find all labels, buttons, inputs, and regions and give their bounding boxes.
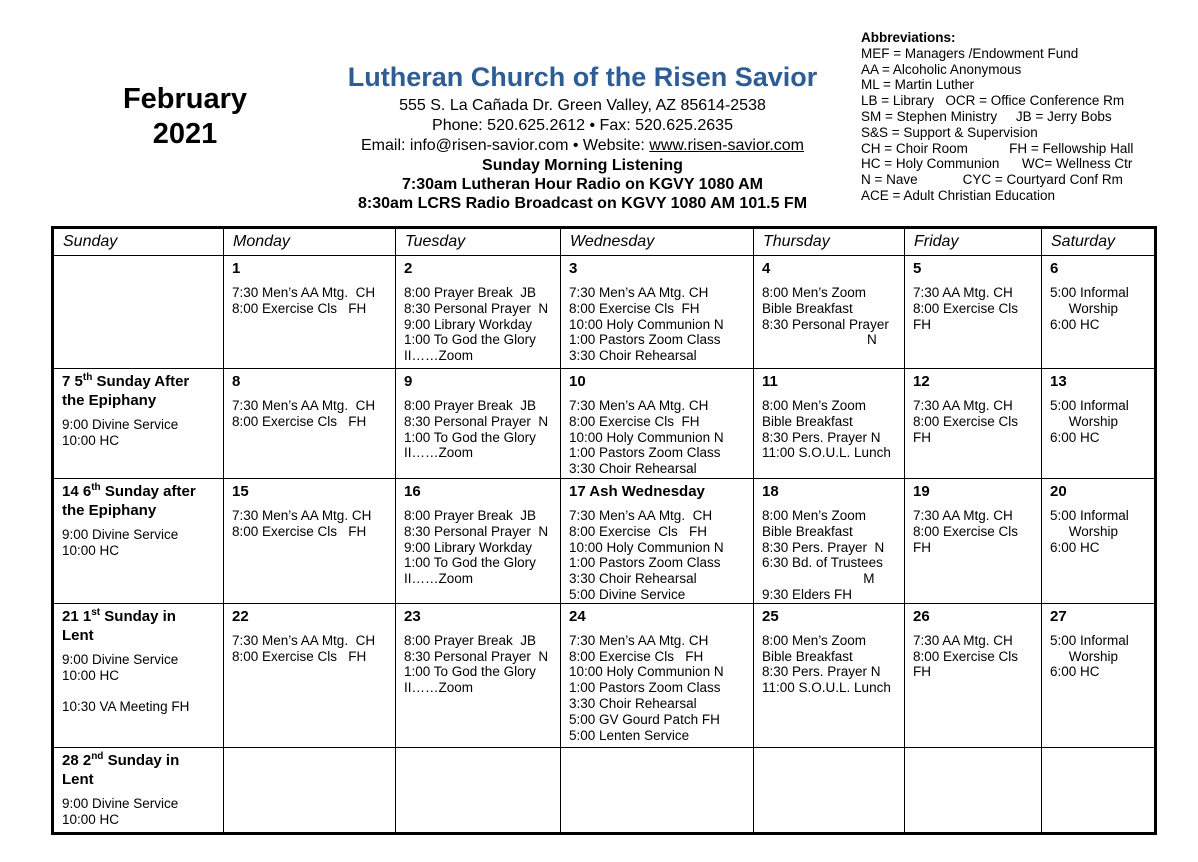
calendar-day-cell (905, 747, 1042, 833)
event-item: Worship (1050, 523, 1119, 539)
calendar-day-cell[interactable] (754, 369, 905, 479)
event-item: 1:00 Pastors Zoom Class (569, 555, 721, 571)
calendar-day-cell[interactable] (561, 256, 754, 369)
event-item: 8:00 Exercise Cls (913, 413, 1019, 429)
event-item: II……Zoom (404, 445, 474, 461)
calendar-grid (51, 226, 1157, 835)
event-item: 10:00 HC (62, 432, 120, 448)
church-name: Lutheran Church of the Risen Savior (347, 62, 818, 92)
event-item: 7:30 AA Mtg. CH (913, 285, 1013, 300)
month-title (80, 82, 290, 152)
calendar-day-cell (754, 747, 905, 833)
weekday-header: Wednesday (561, 228, 754, 256)
day-number: 9 (404, 373, 413, 390)
day-number: 1 (232, 260, 241, 277)
calendar-day-cell[interactable] (561, 369, 754, 479)
event-item: 8:00 Exercise Cls FH (232, 413, 367, 429)
calendar-week-row (53, 479, 1156, 604)
event-item: 9:00 Library Workday (404, 539, 533, 555)
weekday-header: Monday (224, 228, 396, 256)
event-item: Bible Breakfast (762, 413, 853, 429)
calendar-day-cell[interactable] (1042, 256, 1156, 369)
event-item: 7:30 Men’s AA Mtg. CH (232, 508, 372, 523)
abbreviation-line: AA = Alcoholic Anonymous (861, 61, 1022, 77)
event-item: 1:00 Pastors Zoom Class (569, 445, 721, 461)
day-number: 14 (62, 483, 79, 500)
website-link[interactable]: www.risen-savior.com (649, 137, 804, 154)
ordinal-suffix: nd (91, 750, 104, 762)
event-item: Bible Breakfast (762, 300, 853, 316)
event-item: FH (913, 429, 931, 445)
day-number: 23 (404, 607, 421, 625)
day-number: 20 (1050, 483, 1067, 500)
event-item: 8:00 Prayer Break JB (404, 632, 537, 648)
sunday-title-text: Sunday in (100, 607, 176, 625)
event-item: 7:30 AA Mtg. CH (913, 632, 1013, 648)
weekday-header: Tuesday (396, 228, 561, 256)
calendar-week-row (53, 369, 1156, 479)
calendar-day-cell[interactable] (561, 479, 754, 604)
event-item: 8:00 Exercise Cls FH (569, 300, 700, 316)
event-item: 8:00 Prayer Break JB (404, 285, 537, 300)
listening-title: Sunday Morning Listening (482, 157, 683, 174)
day-number: 17 Ash Wednesday (569, 483, 705, 500)
event-item: 1:00 Pastors Zoom Class (569, 680, 721, 696)
day-number: 7 (62, 373, 71, 390)
event-item: 8:00 Men’s Zoom (762, 508, 867, 523)
event-item: 8:00 Exercise Cls (913, 300, 1019, 316)
ordinal-number: 1 (82, 607, 92, 625)
calendar-day-cell[interactable] (53, 369, 224, 479)
event-item: Worship (1050, 413, 1119, 429)
event-item: 9:00 Divine Service (62, 417, 179, 432)
weekday-header: Friday (905, 228, 1042, 256)
abbreviation-line: HC = Holy Communion WC= Wellness Ctr (861, 156, 1133, 172)
calendar-day-cell[interactable] (561, 603, 754, 747)
day-number: 21 (62, 607, 79, 625)
day-number: 19 (913, 483, 930, 500)
church-contact (310, 136, 855, 156)
calendar-day-cell[interactable] (754, 479, 905, 604)
calendar-day-cell[interactable] (905, 479, 1042, 604)
event-item: 9:00 Divine Service (62, 651, 179, 667)
event-item: FH (913, 316, 931, 332)
event-item: 5:00 Lenten Service (569, 727, 690, 743)
radio-line-2: 8:30am LCRS Radio Broadcast on KGVY 1080 AM 101.5 FM (357, 195, 808, 212)
calendar-day-cell[interactable] (905, 603, 1042, 747)
church-email: Email: info@risen-savior.com • Website: (360, 137, 650, 154)
event-item: II……Zoom (404, 571, 474, 587)
event-item: 7:30 Men’s AA Mtg. CH (569, 285, 709, 300)
day-number: 18 (762, 483, 779, 500)
event-item: 3:30 Choir Rehearsal (569, 571, 697, 587)
event-item: 8:00 Prayer Break JB (404, 398, 537, 413)
ordinal-number: 2 (82, 751, 92, 769)
abbreviation-line: SM = Stephen Ministry JB = Jerry Bobs (861, 108, 1112, 124)
event-item: 5:00 Divine Service (569, 586, 686, 602)
day-number: 13 (1050, 373, 1067, 390)
calendar-day-cell[interactable] (396, 256, 561, 369)
event-item: 7:30 Men’s AA Mtg. CH (569, 398, 709, 413)
event-item: 8:30 Personal Prayer N (404, 300, 549, 316)
day-number: 26 (913, 607, 930, 625)
event-item: 5:00 Informal (1050, 285, 1129, 300)
day-number: 2 (404, 260, 413, 277)
event-item: 1:00 To God the Glory (404, 332, 536, 348)
abbreviations-list (861, 46, 1133, 204)
event-item: 11:00 S.O.U.L. Lunch (762, 445, 891, 461)
event-item: 10:00 Holy Communion N (569, 316, 724, 332)
abbreviation-line: MEF = Managers /Endowment Fund (861, 45, 1079, 61)
event-item: 6:30 Bd. of Trustees (762, 555, 883, 571)
ordinal-number: 5 (74, 373, 83, 390)
event-item: Bible Breakfast (762, 648, 853, 664)
day-number: 4 (762, 260, 771, 277)
church-address: 555 S. La Cañada Dr. Green Valley, AZ 85614-2538 (399, 97, 766, 114)
event-item: 8:30 Personal Prayer N (404, 648, 549, 664)
abbreviations-legend (861, 30, 1133, 204)
event-item: II……Zoom (404, 348, 474, 364)
day-number: 24 (569, 607, 586, 625)
abbreviation-line: ML = Martin Luther (861, 77, 975, 93)
event-item: II……Zoom (404, 680, 474, 696)
abbreviation-line: CH = Choir Room FH = Fellowship Hall (861, 140, 1134, 156)
event-item: 7:30 Men’s AA Mtg. CH (232, 285, 376, 300)
abbreviation-line: N = Nave CYC = Courtyard Conf Rm (861, 172, 1123, 188)
event-item: 8:00 Exercise Cls (913, 523, 1019, 539)
event-item: Worship (1050, 648, 1119, 664)
sunday-title (62, 482, 223, 520)
sunday-title-text: Lent (62, 770, 94, 788)
event-item: 6:00 HC (1050, 664, 1100, 680)
event-item: 7:30 AA Mtg. CH (913, 508, 1013, 523)
event-item: 1:00 To God the Glory (404, 429, 536, 445)
radio-line-1: 7:30am Lutheran Hour Radio on KGVY 1080 AM (402, 176, 763, 193)
calendar-day-cell[interactable] (754, 256, 905, 369)
event-item: 5:00 GV Gourd Patch FH (569, 711, 720, 727)
day-number: 6 (1050, 260, 1059, 277)
weekday-header: Sunday (53, 228, 224, 256)
event-item: 7:30 Men’s AA Mtg. CH (232, 632, 376, 648)
sunday-title (62, 751, 223, 789)
day-number: 22 (232, 607, 249, 625)
event-item: 1:00 Pastors Zoom Class (569, 332, 721, 348)
calendar-day-cell[interactable] (53, 603, 224, 747)
calendar-day-cell[interactable] (396, 369, 561, 479)
event-item: 8:00 Men’s Zoom (762, 632, 867, 648)
event-item: 9:00 Divine Service (62, 795, 179, 811)
sunday-title-text: Sunday after (100, 483, 196, 500)
event-item: 8:00 Exercise Cls FH (569, 523, 708, 539)
event-item: 10:30 VA Meeting FH (62, 699, 190, 715)
event-item: 8:30 Personal Prayer (762, 316, 889, 332)
event-item: 8:30 Pers. Prayer N (762, 664, 881, 680)
event-item: 8:30 Pers. Prayer N (762, 429, 881, 445)
calendar-day-cell[interactable] (905, 256, 1042, 369)
event-item: 3:30 Choir Rehearsal (569, 461, 697, 477)
sunday-title-text: Lent (62, 626, 94, 644)
sunday-title (62, 372, 223, 410)
day-number: 8 (232, 373, 241, 390)
event-item: 6:00 HC (1050, 539, 1100, 555)
month-year: 2021 (152, 118, 218, 150)
calendar-day-cell (561, 747, 754, 833)
event-item: 10:00 HC (62, 542, 120, 558)
event-item: 7:30 Men’s AA Mtg. CH (569, 632, 709, 648)
event-item: 5:00 Informal (1050, 632, 1129, 648)
event-item: 1:00 To God the Glory (404, 664, 536, 680)
abbreviations-title: Abbreviations: (861, 30, 956, 45)
calendar-day-cell (224, 747, 396, 833)
month-name: February (122, 83, 248, 115)
event-item: 8:00 Exercise Cls (913, 648, 1019, 664)
event-item: 10:00 HC (62, 811, 120, 827)
calendar-day-cell[interactable] (905, 369, 1042, 479)
calendar-week-row (53, 603, 1156, 747)
day-number: 5 (913, 260, 922, 277)
calendar-day-cell[interactable] (754, 603, 905, 747)
calendar-day-cell[interactable] (1042, 479, 1156, 604)
day-number: 11 (762, 373, 778, 390)
event-item: 8:00 Exercise Cls FH (232, 523, 367, 539)
event-item: 10:00 Holy Communion N (569, 539, 724, 555)
ordinal-number: 6 (82, 483, 92, 500)
event-item: 10:00 HC (62, 667, 120, 683)
event-item: 7:30 AA Mtg. CH (913, 398, 1013, 413)
calendar-week-row (53, 256, 1156, 369)
calendar-day-cell[interactable] (224, 603, 396, 747)
sunday-title-text: Sunday After (92, 373, 190, 390)
event-item: 10:00 Holy Communion N (569, 664, 724, 680)
weekday-header: Saturday (1042, 228, 1156, 256)
event-item: 1:00 To God the Glory (404, 555, 536, 571)
sunday-title-text: the Epiphany (62, 392, 157, 409)
event-item: Worship (1050, 300, 1119, 316)
church-phone: Phone: 520.625.2612 • Fax: 520.625.2635 (432, 117, 733, 134)
event-item: 5:00 Informal (1050, 398, 1129, 413)
calendar-week-row (53, 747, 1156, 833)
event-item: 9:30 Elders FH (762, 586, 853, 602)
sunday-title (62, 607, 223, 645)
calendar-day-cell (53, 256, 224, 369)
day-number: 3 (569, 260, 578, 277)
event-item: 8:00 Men’s Zoom (762, 285, 867, 300)
event-item: 8:00 Exercise Cls FH (569, 413, 700, 429)
weekday-header-row (53, 228, 1156, 256)
calendar-day-cell (1042, 747, 1156, 833)
calendar-day-cell[interactable] (1042, 603, 1156, 747)
event-item: FH (913, 664, 931, 680)
event-item: 10:00 Holy Communion N (569, 429, 724, 445)
calendar-day-cell[interactable] (1042, 369, 1156, 479)
ordinal-suffix: th (91, 482, 101, 493)
event-item: FH (913, 539, 931, 555)
day-number: 12 (913, 373, 930, 390)
ordinal-suffix: st (91, 606, 101, 618)
event-item: 3:30 Choir Rehearsal (569, 348, 697, 364)
event-item: 8:30 Personal Prayer N (404, 413, 549, 429)
calendar-day-cell[interactable] (224, 256, 396, 369)
day-number: 25 (762, 607, 779, 625)
event-item: 9:00 Divine Service (62, 527, 179, 542)
calendar-day-cell (396, 747, 561, 833)
day-number: 16 (404, 483, 421, 500)
calendar-day-cell[interactable] (224, 479, 396, 604)
event-item: 8:00 Exercise Cls FH (232, 300, 367, 316)
calendar-day-cell[interactable] (53, 747, 224, 833)
day-number: 27 (1050, 607, 1067, 625)
event-item: 7:30 Men’s AA Mtg. CH (232, 398, 376, 413)
day-number: 15 (232, 483, 249, 500)
event-item: Bible Breakfast (762, 523, 853, 539)
weekday-header: Thursday (754, 228, 905, 256)
event-item: 5:00 Informal (1050, 508, 1129, 523)
event-item: 8:00 Exercise Cls FH (232, 648, 367, 664)
event-item: 8:30 Personal Prayer N (404, 523, 549, 539)
event-item: 8:00 Men’s Zoom (762, 398, 867, 413)
event-item: 8:00 Prayer Break JB (404, 508, 537, 523)
calendar-day-cell[interactable] (224, 369, 396, 479)
event-item: N (762, 332, 877, 348)
sunday-title-text: the Epiphany (62, 502, 157, 519)
day-number: 10 (569, 373, 586, 390)
event-item: 11:00 S.O.U.L. Lunch (762, 680, 891, 696)
event-item: 3:30 Choir Rehearsal (569, 695, 697, 711)
church-header (310, 58, 855, 213)
event-item: 6:00 HC (1050, 429, 1100, 445)
event-item: 9:00 Library Workday (404, 316, 533, 332)
day-number: 28 (62, 751, 83, 769)
event-item: 8:00 Exercise Cls FH (569, 648, 704, 664)
event-item: M (762, 571, 875, 587)
calendar-day-cell[interactable] (396, 603, 561, 747)
event-item: 6:00 HC (1050, 316, 1100, 332)
calendar-day-cell[interactable] (396, 479, 561, 604)
sunday-title-text: Sunday in (103, 751, 180, 769)
event-item: 8:30 Pers. Prayer N (762, 539, 885, 555)
abbreviation-line: ACE = Adult Christian Education (861, 187, 1055, 203)
calendar-day-cell[interactable] (53, 479, 224, 604)
abbreviation-line: LB = Library OCR = Office Conference Rm (861, 93, 1125, 109)
abbreviation-line: S&S = Support & Supervision (861, 124, 1038, 140)
event-item: 7:30 Men’s AA Mtg. CH (569, 508, 713, 523)
ordinal-suffix: th (82, 372, 93, 383)
